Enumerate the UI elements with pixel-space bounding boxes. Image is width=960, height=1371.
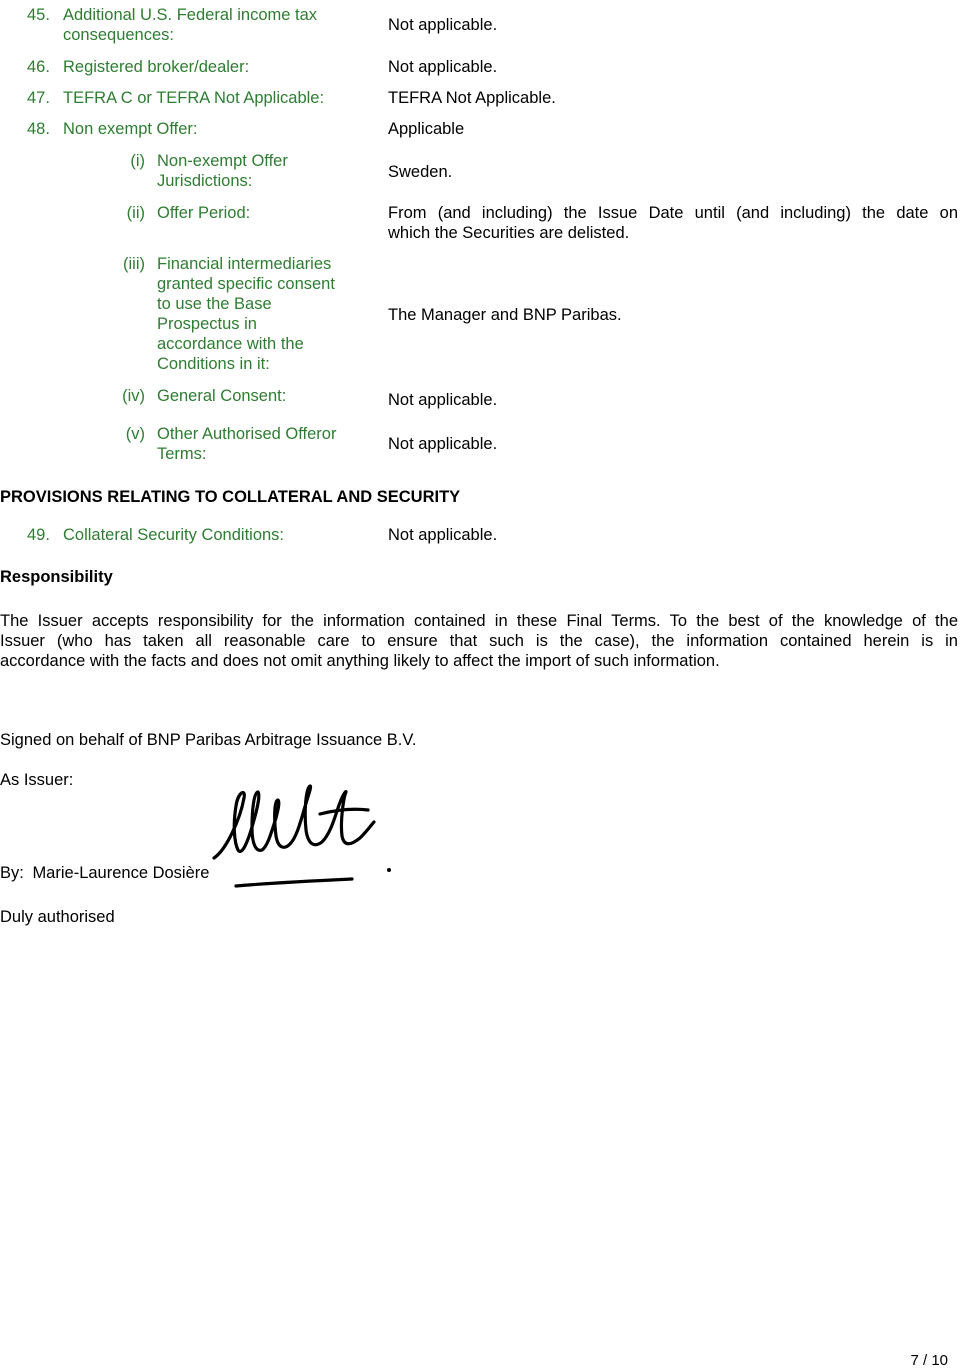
- subitem-v-value: Not applicable.: [388, 435, 498, 453]
- item-47-value: TEFRA Not Applicable.: [388, 89, 556, 107]
- item-46-number: 46.: [27, 58, 50, 76]
- subitem-ii-label: Offer Period:: [157, 204, 251, 222]
- subitem-iv-roman: (iv): [122, 387, 145, 405]
- item-48-number: 48.: [27, 120, 50, 138]
- responsibility-heading: Responsibility: [0, 568, 113, 586]
- subitem-iv-label: General Consent:: [157, 387, 287, 405]
- item-45-label-line1: Additional U.S. Federal income tax: [63, 6, 318, 24]
- duly-authorised-text: Duly authorised: [0, 908, 115, 926]
- item-48-value: Applicable: [388, 120, 465, 138]
- subitem-iii-label: Financial intermediaries granted specific consent to use the Base Prospectus in accordance with the Conditions in it:: [157, 255, 335, 373]
- subitem-i-value: Sweden.: [388, 163, 453, 181]
- subitem-iv-value: Not applicable.: [388, 391, 498, 409]
- item-49-number: 49.: [27, 526, 50, 544]
- item-48-label: Non exempt Offer:: [63, 120, 198, 138]
- subitem-iii-roman: (iii): [123, 255, 145, 273]
- subitem-iii-value: The Manager and BNP Paribas.: [388, 306, 622, 324]
- item-46-value: Not applicable.: [388, 58, 498, 76]
- collateral-heading: PROVISIONS RELATING TO COLLATERAL AND SECURITY: [0, 488, 461, 506]
- subitem-v-roman: (v): [125, 425, 145, 443]
- handwritten-signature: [200, 780, 400, 895]
- signed-on-behalf-text: Signed on behalf of BNP Paribas Arbitrage Issuance B.V.: [0, 731, 417, 749]
- as-issuer-label: As Issuer:: [0, 771, 74, 789]
- signatory-name: Marie-Laurence Dosière: [32, 864, 210, 882]
- item-45-label-line2: consequences:: [63, 26, 174, 44]
- item-47-label: TEFRA C or TEFRA Not Applicable:: [63, 89, 325, 107]
- subitem-ii-roman: (ii): [126, 204, 145, 222]
- page-number: 7 / 10: [910, 1352, 948, 1369]
- item-49-value: Not applicable.: [388, 526, 498, 544]
- signed-by-line: [0, 863, 209, 883]
- subitem-ii-value: From (and including) the Issue Date until (and including) the date on which the Securities are delisted.: [388, 204, 958, 242]
- item-45-value: Not applicable.: [388, 16, 498, 34]
- item-49-label: Collateral Security Conditions:: [63, 526, 285, 544]
- subitem-i-roman: (i): [130, 152, 145, 170]
- item-47-number: 47.: [27, 89, 50, 107]
- responsibility-paragraph: The Issuer accepts responsibility for the information contained in these Final Terms. To the best of the knowledge of the Issuer (who has taken all reasonable care to ensure that such is the case), the information contained herein is in accordance with the facts and does not omit anything likely to affect the import of such information.: [0, 612, 958, 670]
- subitem-i-label: Non-exempt Offer Jurisdictions:: [157, 152, 288, 190]
- item-46-label: Registered broker/dealer:: [63, 58, 250, 76]
- item-45-number: 45.: [27, 6, 50, 24]
- by-label: By:: [0, 864, 24, 882]
- subitem-v-label: Other Authorised Offeror Terms:: [157, 425, 337, 463]
